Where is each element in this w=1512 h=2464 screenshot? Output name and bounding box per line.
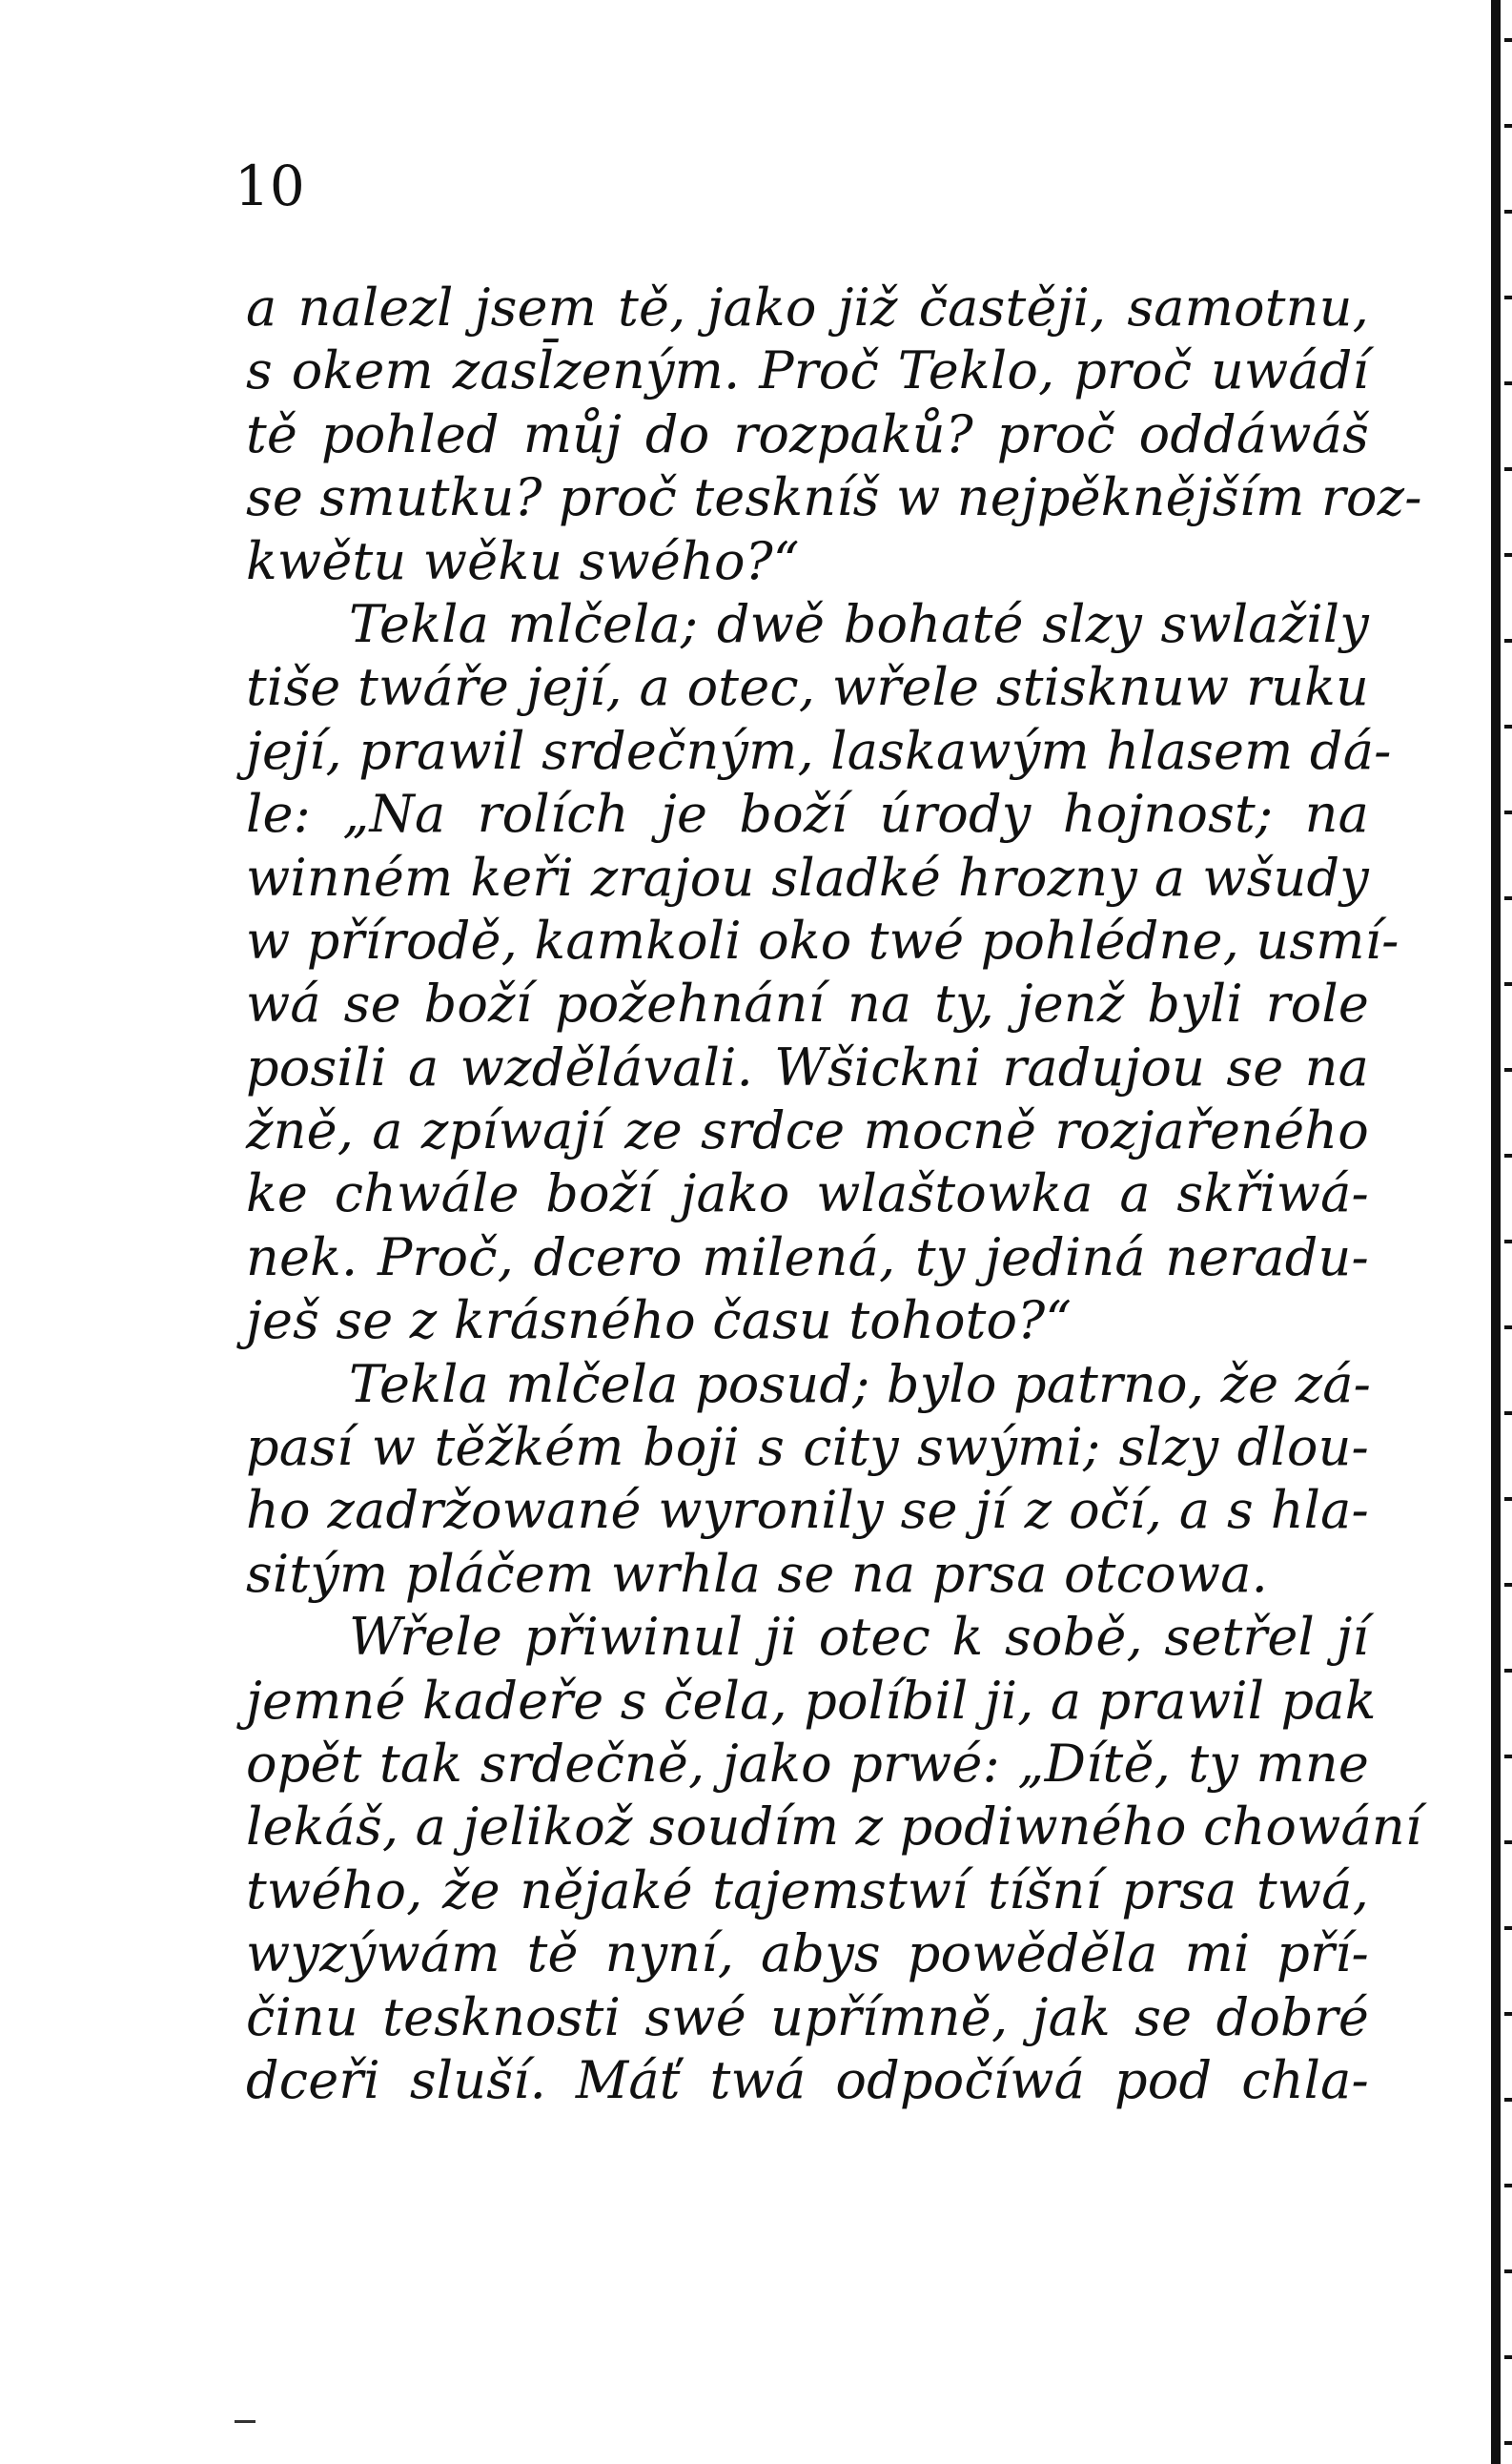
text-line: a nalezl jsem tě, jako již častěji, samotnu, — [246, 277, 1369, 338]
text-line: žně, a zpíwají ze srdce mocně rozjařeného — [246, 1100, 1369, 1161]
text-line: posili a wzdělávali. Wšickni radujou se na — [246, 1037, 1369, 1098]
text-line: Tekla mlčela posud; bylo patrno, že zá- — [349, 1353, 1372, 1414]
text-line: winném keři zrajou sladké hrozny a wšudy — [246, 847, 1369, 908]
text-line: tě pohled můj do rozpaků? proč oddáwáš — [246, 403, 1369, 464]
text-line: pasí w těžkém boji s city swými; slzy dlou- — [246, 1417, 1369, 1478]
text-line: le: „Na rolích je boží úrody hojnost; na — [246, 784, 1369, 845]
text-line: ke chwále boží jako wlaštowka a skřiwá- — [246, 1163, 1369, 1224]
text-line: Wřele přiwinul ji otec k sobě, setřel jí — [349, 1607, 1369, 1668]
text-line: lekáš, a jelikož soudím z podiwného chowání — [246, 1797, 1422, 1858]
text-line: opět tak srdečně, jako prwé: „Dítě, ty mne — [246, 1733, 1369, 1794]
text-line: její, prawil srdečným, laskawým hlasem dá- — [246, 720, 1392, 781]
text-line: ho zadržowané wyronily se jí z očí, a s hla- — [246, 1480, 1369, 1541]
body-text — [246, 277, 1422, 2112]
text-line: činu tesknosti swé upřímně, jak se dobré — [246, 1986, 1369, 2047]
text-line: se smutku? proč teskníš w nejpěknějším roz- — [246, 467, 1422, 528]
text-line: nek. Proč, dcero milená, ty jediná neradu- — [246, 1226, 1369, 1287]
text-line: twého, že nějaké tajemstwí tíšní prsa twá, — [246, 1859, 1369, 1920]
text-line: w přírodě, kamkoli oko twé pohlédne, usmí- — [246, 910, 1400, 971]
page-number: 10 — [235, 154, 305, 218]
text-line: Tekla mlčela; dwě bohaté slzy swlažily — [349, 593, 1369, 654]
text-line: ješ se z krásného času tohoto?“ — [246, 1290, 1073, 1351]
text-line: jemné kadeře s čela, políbil ji, a prawil pak — [246, 1670, 1377, 1731]
text-line: s okem zasl̄zeným. Proč Teklo, proč uwádí — [246, 340, 1369, 401]
text-line: dceři sluší. Máť twá odpočíwá pod chla- — [246, 2049, 1369, 2110]
page-edge-dots — [1504, 0, 1512, 2464]
text-line: wyzýwám tě nyní, abys powěděla mi pří- — [246, 1923, 1369, 1984]
text-line: tiše twáře její, a otec, wřele stisknuw ruku — [246, 657, 1369, 718]
footer-mark — [235, 2420, 255, 2423]
page-edge-shadow — [1491, 0, 1501, 2464]
text-line: sitým pláčem wrhla se na prsa otcowa. — [246, 1543, 1268, 1604]
text-line: wá se boží požehnání na ty, jenž byli role — [246, 974, 1369, 1035]
text-line: kwětu wěku swého?“ — [246, 530, 800, 591]
